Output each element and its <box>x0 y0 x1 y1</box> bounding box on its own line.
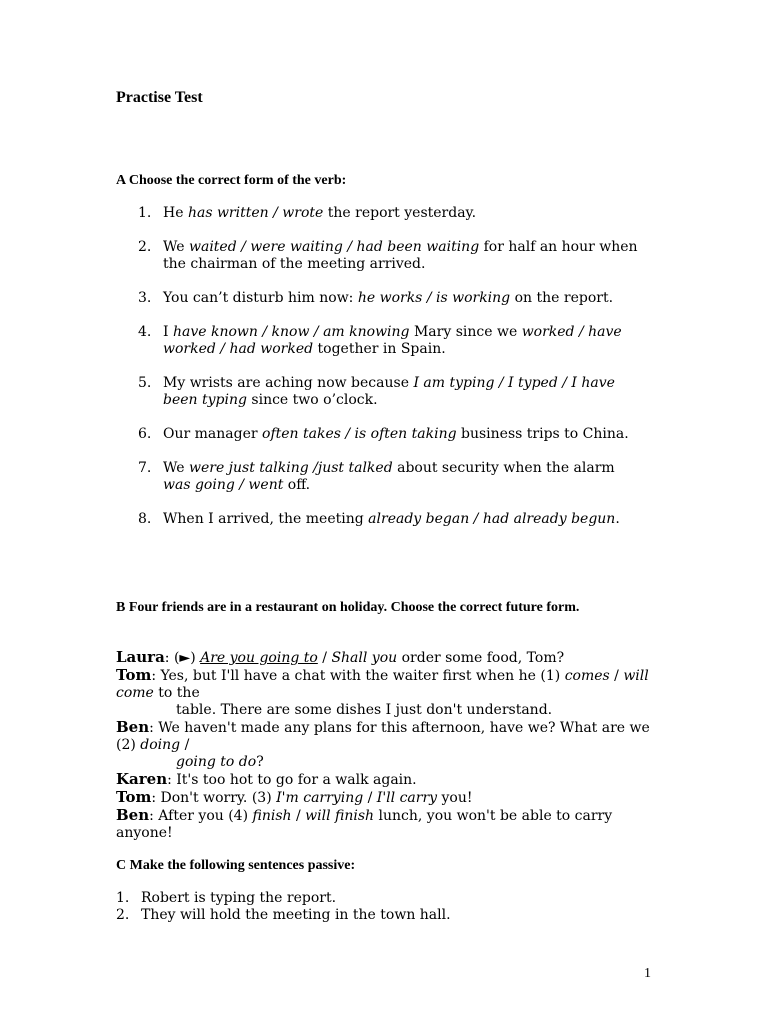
speaker-name: Tom <box>116 788 152 806</box>
text-run: We <box>163 460 189 476</box>
verb-option: finish <box>252 808 292 824</box>
question-text <box>163 239 643 273</box>
verb-option: has written / wrote <box>187 205 324 221</box>
verb-option: going to do <box>176 754 257 770</box>
question-text <box>163 375 643 409</box>
verb-option: were just talking /just talked <box>188 460 393 476</box>
text-run: You can’t disturb him now: <box>163 290 358 306</box>
question-number: 4. <box>138 324 152 340</box>
text-run: / <box>609 668 624 684</box>
sentence-text: Robert is typing the report. <box>141 890 337 906</box>
question-item <box>138 239 658 273</box>
question-text <box>163 511 643 528</box>
verb-option: doing <box>140 737 181 753</box>
text-run: Mary since we <box>409 324 522 340</box>
question-item <box>138 511 658 528</box>
question-text <box>163 426 643 443</box>
question-text <box>163 460 643 494</box>
section-a-question-list <box>138 205 658 545</box>
sentence-text: They will hold the meeting in the town hall. <box>141 907 451 923</box>
question-item <box>138 426 658 443</box>
text-run: My wrists are aching now because <box>163 375 414 391</box>
text-run: on the report. <box>510 290 614 306</box>
question-number: 7. <box>138 460 152 476</box>
text-run: to the <box>153 685 200 701</box>
text-run: / <box>291 808 306 824</box>
verb-option: I'm carrying <box>276 790 364 806</box>
text-run: / <box>363 790 377 806</box>
verb-option: have known / know / am knowing <box>172 324 410 340</box>
section-b-dialogue <box>116 649 656 842</box>
question-number: 2. <box>138 239 152 255</box>
section-c-heading: C Make the following sentences passive: <box>116 858 356 873</box>
verb-option: often takes / is often taking <box>262 426 457 442</box>
speaker-name: Laura <box>116 648 165 666</box>
text-run: We <box>163 239 189 255</box>
verb-option: worked / have worked / had worked <box>163 324 622 357</box>
verb-option: Shall you <box>331 650 398 666</box>
dialogue-line <box>116 807 656 842</box>
text-run: off. <box>283 477 311 493</box>
dialogue-line <box>116 719 656 754</box>
text-run: . <box>615 511 620 527</box>
passive-sentence-item <box>116 890 636 907</box>
question-item <box>138 205 658 222</box>
speaker-name: Tom <box>116 666 152 684</box>
speaker-name: Karen <box>116 770 168 788</box>
verb-option: I am typing / I typed / I have been typing <box>163 375 615 408</box>
text-run: order some food, Tom? <box>397 650 565 666</box>
text-run: lunch, you won't be able to carry anyone! <box>116 808 613 841</box>
text-run: since two o’clock. <box>246 392 378 408</box>
dialogue-line <box>116 667 656 702</box>
section-c-sentence-list <box>116 890 636 924</box>
verb-option: already began / had already begun <box>368 511 616 527</box>
dialogue-line <box>116 649 656 667</box>
page-number: 1 <box>644 966 651 981</box>
question-text <box>163 324 643 358</box>
text-run: ? <box>256 754 264 770</box>
text-run: : We haven't made any plans for this afternoon, have we? What are we (2) <box>116 720 650 753</box>
verb-option: I'll carry <box>376 790 438 806</box>
speaker-name: Ben <box>116 718 150 736</box>
verb-option: will finish <box>305 808 375 824</box>
question-item <box>138 460 658 494</box>
text-run: : After you (4) <box>149 808 253 824</box>
text-run: together in Spain. <box>313 341 446 357</box>
verb-option: will come <box>116 668 649 701</box>
text-run: He <box>163 205 188 221</box>
verb-option: comes <box>564 668 610 684</box>
text-run: for half an hour when the chairman of the meeting arrived. <box>163 239 638 272</box>
example-answer: Are you going to <box>200 650 318 666</box>
text-run: / <box>180 737 190 753</box>
dialogue-line <box>116 702 656 719</box>
text-run: you! <box>437 790 473 806</box>
section-b-heading: B Four friends are in a restaurant on holiday. Choose the correct future form. <box>116 600 580 615</box>
question-text <box>163 290 643 307</box>
text-run: : (►) <box>164 650 201 666</box>
passive-sentence-item <box>116 907 636 924</box>
question-item <box>138 290 658 307</box>
sentence-number: 1. <box>116 890 130 906</box>
text-run: : It's too hot to go for a walk again. <box>167 772 417 788</box>
text-run: Our manager <box>163 426 263 442</box>
dialogue-line <box>116 789 656 807</box>
verb-option: was going / went <box>163 477 284 493</box>
text-run: table. There are some dishes I just don't understand. <box>176 702 553 718</box>
question-text <box>163 205 643 222</box>
text-run: about security when the alarm <box>392 460 615 476</box>
text-run: When I arrived, the meeting <box>163 511 369 527</box>
text-run: business trips to China. <box>456 426 629 442</box>
page-title: Practise Test <box>116 89 203 106</box>
text-run: I <box>163 324 173 340</box>
dialogue-line <box>116 771 656 789</box>
question-item <box>138 324 658 358</box>
text-run: the report yesterday. <box>323 205 477 221</box>
speaker-name: Ben <box>116 806 150 824</box>
question-number: 8. <box>138 511 152 527</box>
text-run: : Yes, but I'll have a chat with the waiter first when he (1) <box>151 668 565 684</box>
sentence-number: 2. <box>116 907 130 923</box>
question-item <box>138 375 658 409</box>
verb-option: he works / is working <box>357 290 511 306</box>
question-number: 6. <box>138 426 152 442</box>
dialogue-line <box>116 754 656 771</box>
verb-option: waited / were waiting / had been waiting <box>188 239 480 255</box>
question-number: 1. <box>138 205 152 221</box>
question-number: 5. <box>138 375 152 391</box>
question-number: 3. <box>138 290 152 306</box>
text-run: / <box>317 650 332 666</box>
section-a-heading: A Choose the correct form of the verb: <box>116 173 347 188</box>
text-run: : Don't worry. (3) <box>151 790 277 806</box>
